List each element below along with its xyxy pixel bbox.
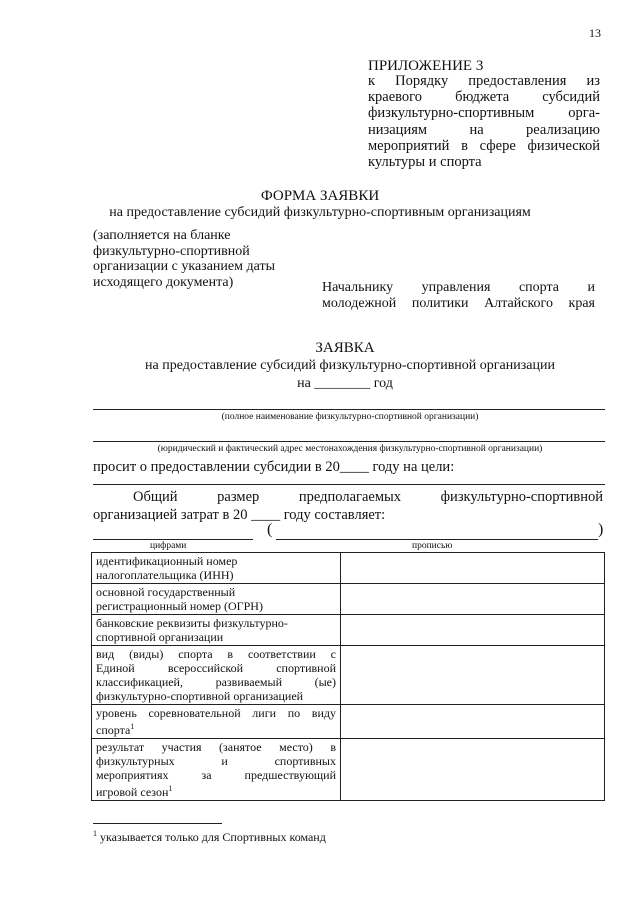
full-name-line[interactable] (93, 409, 605, 410)
full-name-caption: (полное наименование физкультурно-спортивной организации) (221, 412, 479, 422)
table-row (92, 739, 605, 801)
row-label-line: мероприятиях за предшествующий (96, 768, 336, 782)
blank-note (93, 228, 275, 290)
row-value-cell[interactable] (341, 705, 605, 739)
row-value-cell[interactable] (341, 553, 605, 584)
application-year: на ________ год (297, 376, 393, 391)
addressee-line: молодежной политики Алтайского края (322, 296, 595, 311)
total-text-line: организацией затрат в 20 ____ году составляет: (93, 507, 386, 523)
application-subtitle: на предоставление субсидий физкультурно-спортивной организации (145, 358, 555, 373)
addressee (322, 280, 595, 312)
row-label-line: спорта$^1$ (96, 722, 135, 737)
row-label (92, 739, 341, 801)
row-label-line: банковские реквизиты физкультурно- (96, 616, 288, 630)
row-label-line: результат участия (занятое место) в (96, 740, 336, 754)
blank-note-line: организации с указанием даты (93, 259, 275, 274)
total-text (93, 488, 603, 524)
blank-note-line: исходящего документа) (93, 274, 234, 290)
row-label-line: регистрационный номер (ОГРН) (96, 599, 263, 613)
row-value-cell[interactable] (341, 584, 605, 615)
footnote-marker: 1 (93, 829, 97, 838)
row-label-line: физкультурно-спортивной организацией (96, 689, 304, 703)
appendix-line: краевого бюджета субсидий (368, 89, 600, 106)
row-label-line: уровень соревновательной лиги по виду (96, 706, 336, 720)
total-text-line: Общий размер предполагаемых физкультурно-спортивной (133, 489, 603, 505)
row-label-line: вид (виды) спорта в соответствии с (96, 647, 336, 661)
amount-open-paren: ( (267, 521, 273, 538)
appendix-title: ПРИЛОЖЕНИЕ 3 (368, 58, 484, 74)
row-label (92, 553, 341, 584)
amount-close-paren: ) (598, 521, 604, 538)
form-subtitle: на предоставление субсидий физкультурно-спортивным организациям (109, 205, 531, 220)
footnote-ref: 1 (168, 784, 173, 793)
request-text: просит о предоставлении субсидии в 20____ году на цели: (93, 459, 455, 475)
purpose-line[interactable] (93, 484, 605, 485)
table-row (92, 705, 605, 739)
row-label-line: классификацией, развиваемый (ые) (96, 675, 336, 689)
amount-words-label: прописью (412, 541, 453, 551)
appendix-line: культуры и спорта (368, 154, 482, 171)
footnote (93, 829, 326, 845)
appendix-line: к Порядку предоставления из (368, 73, 600, 89)
appendix-text (368, 73, 600, 170)
row-label-line: налогоплательщика (ИНН) (96, 568, 234, 582)
addressee-line: Начальнику управления спорта и (322, 280, 595, 295)
row-label (92, 705, 341, 739)
row-label (92, 646, 341, 705)
page-number: 13 (589, 26, 601, 40)
address-caption: (юридический и фактический адрес местонахождения физкультурно-спортивной организации) (157, 444, 543, 454)
application-title: ЗАЯВКА (315, 340, 375, 356)
table-row (92, 615, 605, 646)
row-label-line: физкультурных и спортивных (96, 754, 336, 768)
amount-digits-label: цифрами (150, 541, 187, 551)
row-label-line: основной государственный (96, 585, 236, 599)
row-label (92, 584, 341, 615)
footnote-separator (93, 823, 222, 824)
appendix-line: мероприятий в сфере физической (368, 137, 600, 154)
row-value-cell[interactable] (341, 615, 605, 646)
amount-digits-line[interactable] (93, 539, 253, 540)
table-row (92, 646, 605, 705)
form-title: ФОРМА ЗАЯВКИ (260, 188, 380, 204)
requisites-table (91, 552, 605, 801)
footnote-ref: 1 (130, 722, 135, 731)
appendix-line: низациям на реализацию (368, 121, 600, 138)
blank-note-line: физкультурно-спортивной (93, 243, 250, 259)
address-line[interactable] (93, 441, 605, 442)
row-label-line: идентификационный номер (96, 554, 238, 568)
row-label-line: спортивной организации (96, 630, 224, 644)
table-row (92, 584, 605, 615)
row-value-cell[interactable] (341, 646, 605, 705)
row-value-cell[interactable] (341, 739, 605, 801)
table-row (92, 553, 605, 584)
blank-note-line: (заполняется на бланке (93, 228, 231, 243)
amount-words-line[interactable] (276, 539, 598, 540)
row-label (92, 615, 341, 646)
footnote-text: указывается только для Спортивных команд (97, 830, 326, 844)
row-label-line: Единой всероссийской спортивной (96, 661, 336, 675)
appendix-line: физкультурно-спортивным орга- (368, 105, 600, 122)
row-label-line: игровой сезон$^1$ (96, 784, 173, 799)
